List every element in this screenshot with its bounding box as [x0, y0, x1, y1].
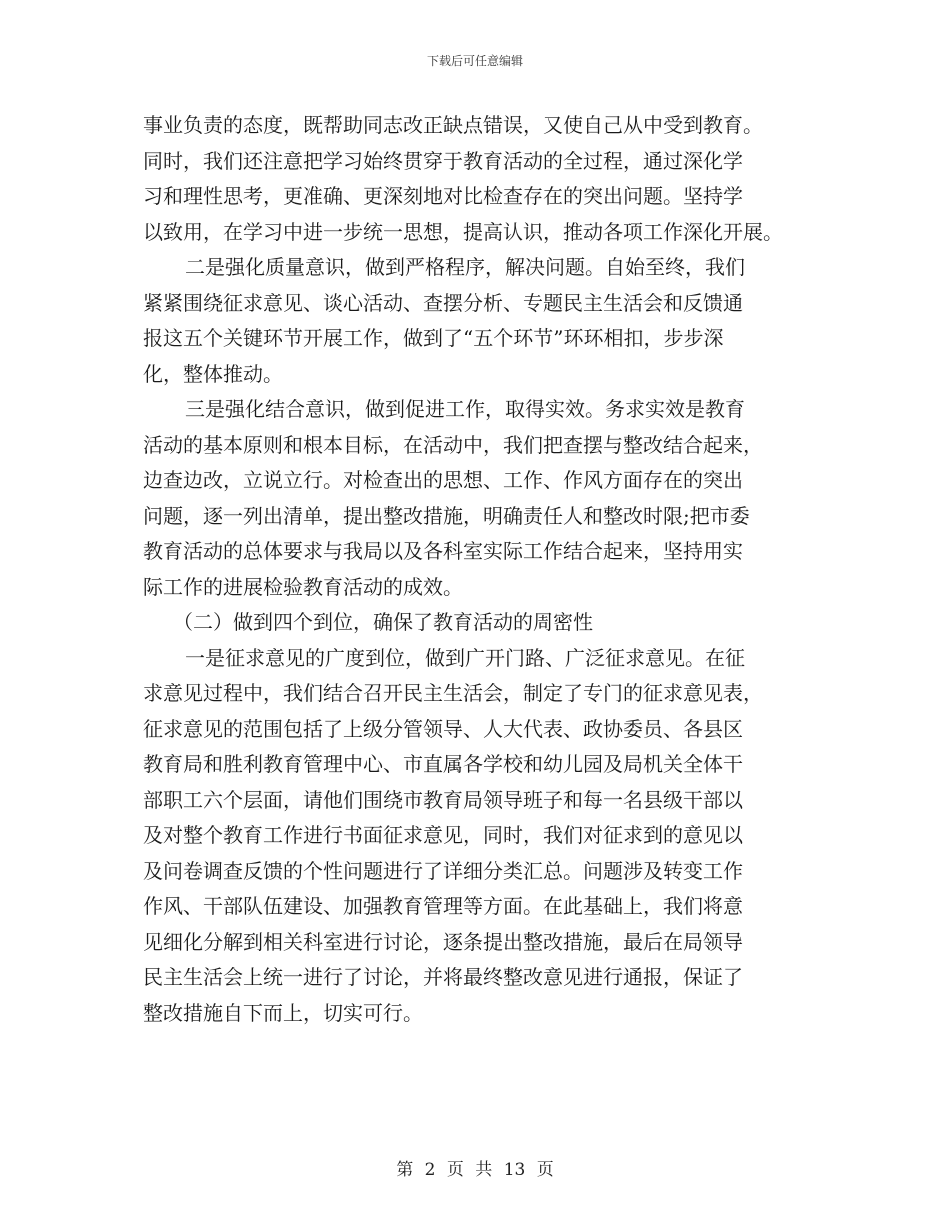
- text-line: 作风、干部队伍建设、加强教育管理等方面。在此基础上，我们将意: [143, 894, 743, 918]
- text-line: 及问卷调查反馈的个性问题进行了详细分类汇总。问题涉及转变工作: [143, 858, 743, 883]
- text-line: 以致用，在学习中进一步统一思想，提高认识，推动各项工作深化开展。: [143, 219, 783, 244]
- document-body: [143, 108, 803, 1031]
- text-line: 求意见过程中，我们结合召开民主生活会，制定了专门的征求意见表，: [143, 681, 763, 705]
- text-line: 事业负责的态度，既帮助同志改正缺点错误，又使自己从中受到教育。: [143, 113, 763, 137]
- text-line: 二是强化质量意识，做到严格程序，解决问题。自始至终，我们: [185, 255, 745, 279]
- text-line: 化，整体推动。: [143, 361, 283, 386]
- text-line: 活动的基本原则和根本目标，在活动中，我们把查摆与整改结合起来，: [143, 432, 763, 457]
- text-line: 问题，逐一列出清单，提出整改措施，明确责任人和整改时限;把市委: [143, 503, 750, 528]
- text-line: 际工作的进展检验教育活动的成效。: [143, 574, 463, 599]
- text-line: 征求意见的范围包括了上级分管领导、人大代表、政协委员、各县区: [143, 716, 743, 741]
- page-footer: 第 2 页 共 13 页: [396, 1160, 554, 1180]
- text-line: 及对整个教育工作进行书面征求意见，同时，我们对征求到的意见以: [143, 823, 743, 847]
- text-line: 习和理性思考，更准确、更深刻地对比检查存在的突出问题。坚持学: [143, 184, 743, 208]
- text-line: 见细化分解到相关科室进行讨论，逐条提出整改措施，最后在局领导: [143, 929, 743, 954]
- section-heading: （二）做到四个到位，确保了教育活动的周密性: [173, 610, 593, 634]
- text-line: 三是强化结合意识，做到促进工作，取得实效。务求实效是教育: [185, 397, 745, 421]
- text-line: 紧紧围绕征求意见、谈心活动、查摆分析、专题民主生活会和反馈通: [143, 290, 743, 315]
- text-line: 同时，我们还注意把学习始终贯穿于教育活动的全过程，通过深化学: [143, 148, 743, 173]
- page-header: 下载后可任意编辑: [426, 54, 523, 68]
- text-line: 一是征求意见的广度到位，做到广开门路、广泛征求意见。在征: [185, 645, 745, 670]
- text-line: 部职工六个层面，请他们围绕市教育局领导班子和每一名县级干部以: [143, 787, 743, 812]
- text-line: 边查边改，立说立行。对检查出的思想、工作、作风方面存在的突出: [143, 468, 743, 492]
- text-line: 民主生活会上统一进行了讨论，并将最终整改意见进行通报，保证了: [143, 965, 743, 989]
- text-line: 教育局和胜利教育管理中心、市直属各学校和幼儿园及局机关全体干: [143, 752, 743, 776]
- text-line: 教育活动的总体要求与我局以及各科室实际工作结合起来，坚持用实: [143, 539, 743, 563]
- text-line: 整改措施自下而上，切实可行。: [143, 1000, 423, 1025]
- text-line: 报这五个关键环节开展工作，做到了“五个环节”环环相扣，步步深: [143, 326, 724, 350]
